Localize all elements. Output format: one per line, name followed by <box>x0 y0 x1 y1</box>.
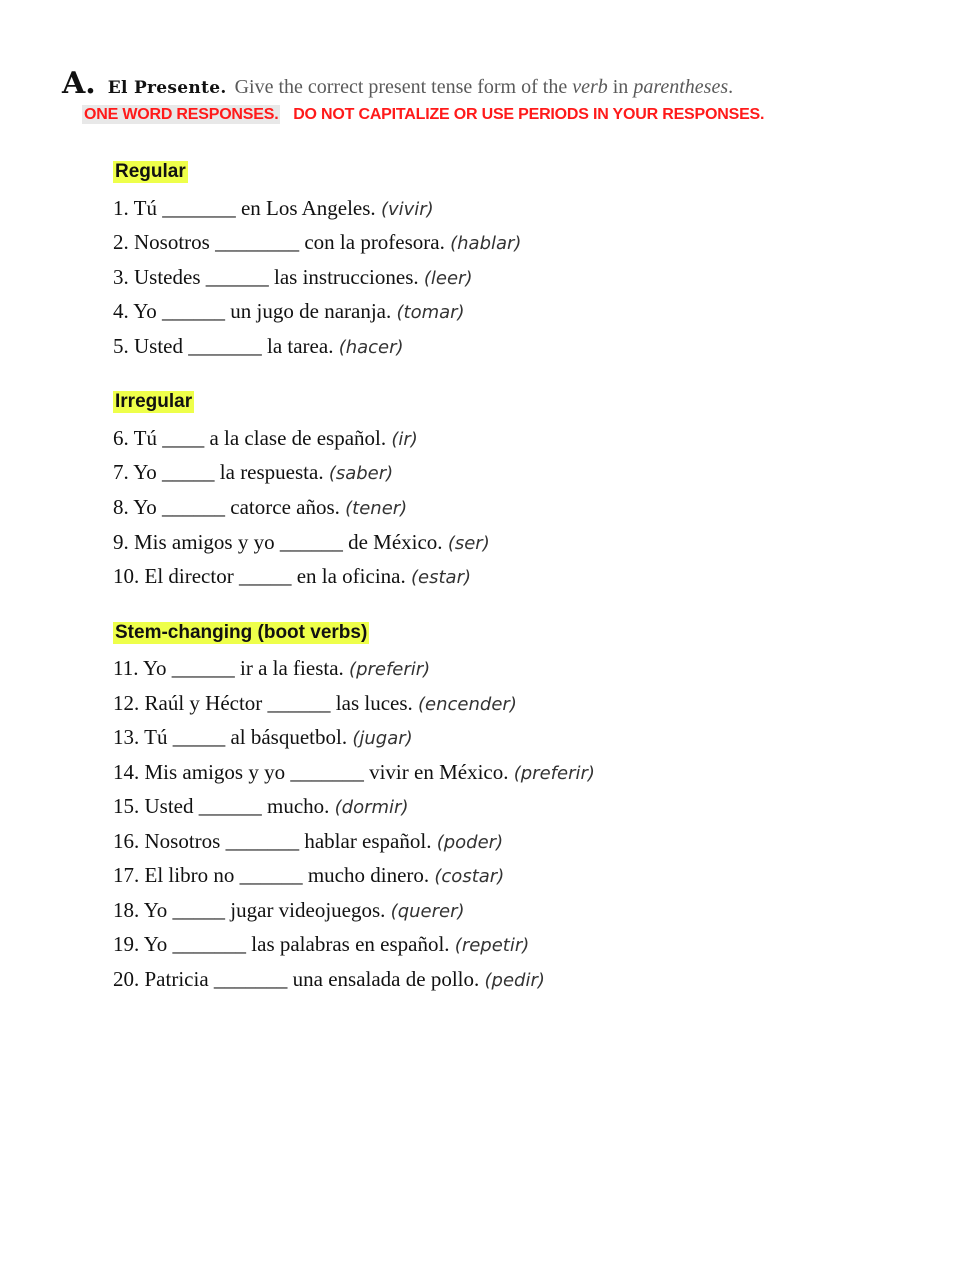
question-item <box>113 230 521 255</box>
verb-hint: (hacer) <box>338 337 404 358</box>
question-text: 1. Tú _______ en Los Angeles. <box>113 196 376 220</box>
verb-hint: (vivir) <box>380 199 434 220</box>
instructions-text: Give the correct present tense form of the <box>234 76 573 98</box>
question-item <box>113 299 465 324</box>
question-item <box>113 495 407 520</box>
instructions-parentheses: parentheses <box>633 76 729 98</box>
instructions-verb: verb <box>572 76 608 98</box>
question-text: 11. Yo ______ ir a la fiesta. <box>113 656 344 680</box>
verb-hint: (querer) <box>390 901 465 922</box>
instructions <box>235 76 734 98</box>
question-item <box>113 967 545 992</box>
question-item <box>113 794 408 819</box>
question-item <box>113 725 413 750</box>
question-item <box>113 932 529 957</box>
question-text: 18. Yo _____ jugar videojuegos. <box>113 898 386 922</box>
question-item <box>113 426 418 451</box>
section-header <box>62 66 733 101</box>
question-text: 14. Mis amigos y yo _______ vivir en México. <box>113 760 509 784</box>
question-text: 16. Nosotros _______ hablar español. <box>113 829 432 853</box>
group-heading-regular: Regular <box>115 161 186 182</box>
question-item <box>113 898 465 923</box>
question-item <box>113 656 430 681</box>
question-item <box>113 760 595 785</box>
verb-hint: (jugar) <box>352 728 413 749</box>
verb-hint: (poder) <box>436 832 504 853</box>
instructions-mid: in <box>607 76 634 98</box>
verb-hint: (pedir) <box>484 970 545 991</box>
question-text: 20. Patricia _______ una ensalada de pollo. <box>113 967 480 991</box>
question-item <box>113 564 471 589</box>
group-heading-irregular: Irregular <box>115 391 193 412</box>
question-item <box>113 265 472 290</box>
question-item <box>113 196 434 221</box>
section-title: El Presente. <box>107 78 227 98</box>
question-text: 2. Nosotros ________ con la profesora. <box>113 230 445 254</box>
question-item <box>113 691 517 716</box>
question-text: 13. Tú _____ al básquetbol. <box>113 725 348 749</box>
verb-hint: (preferir) <box>349 659 431 680</box>
question-item <box>113 334 404 359</box>
question-text: 4. Yo ______ un jugo de naranja. <box>113 299 392 323</box>
group-heading-stem-changing: Stem-changing (boot verbs) <box>115 622 368 643</box>
instructions-end: . <box>728 76 734 98</box>
question-item <box>113 530 490 555</box>
warning-no-capitalize: DO NOT CAPITALIZE OR USE PERIODS IN YOUR RESPONSES. <box>293 106 765 123</box>
question-text: 8. Yo ______ catorce años. <box>113 495 340 519</box>
question-text: 7. Yo _____ la respuesta. <box>113 460 324 484</box>
verb-hint: (dormir) <box>334 797 409 818</box>
question-text: 17. El libro no ______ mucho dinero. <box>113 863 430 887</box>
question-item <box>113 829 503 854</box>
question-item <box>113 460 393 485</box>
warning-one-word: ONE WORD RESPONSES. <box>84 106 279 123</box>
verb-hint: (preferir) <box>513 763 595 784</box>
question-text: 19. Yo _______ las palabras en español. <box>113 932 450 956</box>
question-text: 9. Mis amigos y yo ______ de México. <box>113 530 443 554</box>
section-letter: A. <box>62 66 96 101</box>
verb-hint: (saber) <box>328 463 394 484</box>
verb-hint: (encender) <box>418 694 517 715</box>
question-text: 6. Tú ____ a la clase de español. <box>113 426 387 450</box>
verb-hint: (hablar) <box>450 233 522 254</box>
question-text: 15. Usted ______ mucho. <box>113 794 330 818</box>
question-text: 5. Usted _______ la tarea. <box>113 334 334 358</box>
verb-hint: (repetir) <box>454 935 530 956</box>
verb-hint: (tener) <box>345 498 408 519</box>
verb-hint: (estar) <box>411 567 471 588</box>
verb-hint: (leer) <box>423 268 473 289</box>
question-text: 3. Ustedes ______ las instrucciones. <box>113 265 419 289</box>
verb-hint: (ir) <box>391 429 418 450</box>
question-item <box>113 863 504 888</box>
verb-hint: (costar) <box>434 866 505 887</box>
question-text: 12. Raúl y Héctor ______ las luces. <box>113 691 413 715</box>
verb-hint: (tomar) <box>396 302 465 323</box>
warning-banner <box>82 106 764 124</box>
question-text: 10. El director _____ en la oficina. <box>113 564 406 588</box>
verb-hint: (ser) <box>447 533 490 554</box>
